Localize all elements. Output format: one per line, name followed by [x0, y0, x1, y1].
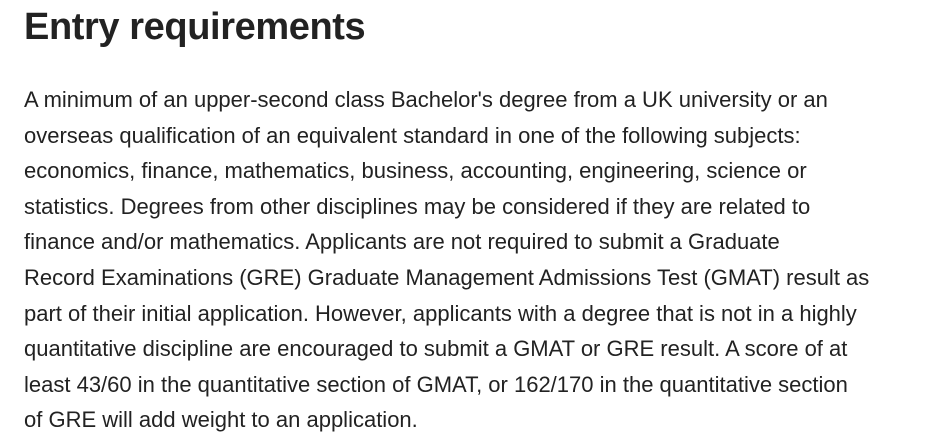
paragraph-line: part of their initial application. However, applicants with a degree that is not in a highly	[24, 300, 857, 326]
paragraph-line: overseas qualification of an equivalent standard in one of the following subjects:	[24, 122, 801, 148]
paragraph-line: quantitative discipline are encouraged to submit a GMAT or GRE result. A score of at	[24, 336, 848, 362]
paragraph-line: finance and/or mathematics. Applicants are not required to submit a Graduate	[24, 229, 780, 255]
paragraph-line: A minimum of an upper-second class Bachelor's degree from a UK university or an	[24, 87, 828, 112]
section-heading: Entry requirements	[24, 6, 366, 48]
paragraph-line: economics, finance, mathematics, business, accounting, engineering, science or	[24, 158, 807, 184]
paragraph-line: Record Examinations (GRE) Graduate Management Admissions Test (GMAT) result as	[24, 264, 870, 290]
requirements-paragraph	[24, 82, 869, 438]
entry-requirements-section	[24, 0, 936, 433]
paragraph-line: least 43/60 in the quantitative section of GMAT, or 162/170 in the quantitative section	[24, 371, 848, 397]
paragraph-line: statistics. Degrees from other disciplines may be considered if they are related to	[24, 193, 811, 219]
paragraph-line: of GRE will add weight to an application.	[24, 407, 418, 433]
